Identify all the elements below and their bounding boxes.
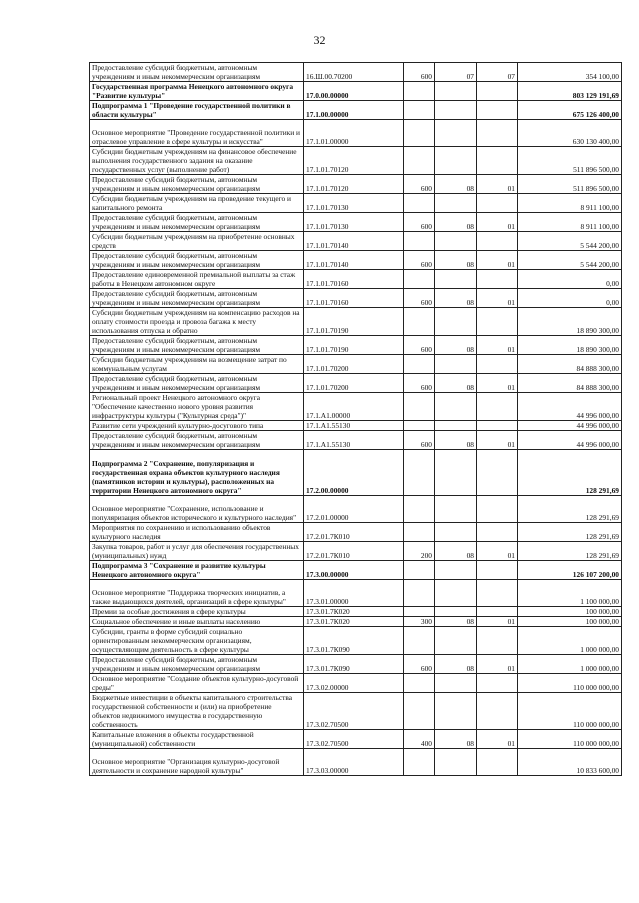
row-expense-type-cell bbox=[404, 270, 435, 289]
row-subsection-cell bbox=[477, 120, 518, 147]
row-section-cell: 07 bbox=[435, 63, 477, 82]
row-section-cell bbox=[435, 523, 477, 542]
row-code-cell: 17.1.01.70140 bbox=[304, 251, 404, 270]
row-code-cell: 17.3.01.7К020 bbox=[304, 607, 404, 617]
table-row bbox=[90, 147, 622, 175]
row-section-cell bbox=[435, 580, 477, 607]
row-section-cell: 08 bbox=[435, 617, 477, 627]
table-row bbox=[90, 120, 622, 147]
row-sum-cell: 630 130 400,00 bbox=[518, 120, 622, 147]
row-name-cell: Мероприятия по сохранению и использованию объектов культурного наследия bbox=[90, 523, 304, 542]
row-name-cell: Предоставление субсидий бюджетным, автономным учреждениям и иным некоммерческим организациям bbox=[90, 289, 304, 308]
row-section-cell: 08 bbox=[435, 289, 477, 308]
row-section-cell: 08 bbox=[435, 336, 477, 355]
row-name-cell: Бюджетные инвестиции в объекты капитального строительства государственной собственности и (или) на приобретение объектов недвижимого имущества в государственную собственность bbox=[90, 693, 304, 730]
row-code-cell: 17.1.01.70120 bbox=[304, 175, 404, 194]
row-expense-type-cell bbox=[404, 580, 435, 607]
row-sum-cell: 44 996 000,00 bbox=[518, 421, 622, 431]
row-section-cell: 08 bbox=[435, 542, 477, 561]
row-code-cell: 17.3.02.00000 bbox=[304, 674, 404, 693]
row-code-cell: 17.3.01.00000 bbox=[304, 580, 404, 607]
row-code-cell: 17.1.01.70120 bbox=[304, 147, 404, 175]
table-row bbox=[90, 251, 622, 270]
row-sum-cell: 803 129 191,69 bbox=[518, 82, 622, 101]
row-sum-cell: 1 100 000,00 bbox=[518, 580, 622, 607]
row-sum-cell: 110 000 000,00 bbox=[518, 730, 622, 749]
row-section-cell bbox=[435, 270, 477, 289]
row-subsection-cell bbox=[477, 450, 518, 496]
row-subsection-cell: 01 bbox=[477, 374, 518, 393]
row-sum-cell: 8 911 100,00 bbox=[518, 194, 622, 213]
row-subsection-cell bbox=[477, 194, 518, 213]
row-subsection-cell bbox=[477, 674, 518, 693]
row-sum-cell: 0,00 bbox=[518, 270, 622, 289]
row-name-cell: Государственная программа Ненецкого автономного округа "Развитие культуры" bbox=[90, 82, 304, 101]
row-subsection-cell bbox=[477, 523, 518, 542]
row-code-cell: 17.1.01.70190 bbox=[304, 308, 404, 336]
row-name-cell: Предоставление субсидий бюджетным, автономным учреждениям и иным некоммерческим организациям bbox=[90, 655, 304, 674]
row-subsection-cell bbox=[477, 749, 518, 776]
row-code-cell: 17.1.01.70200 bbox=[304, 355, 404, 374]
row-expense-type-cell bbox=[404, 308, 435, 336]
row-expense-type-cell bbox=[404, 607, 435, 617]
row-code-cell: 17.2.01.7К010 bbox=[304, 523, 404, 542]
row-expense-type-cell: 600 bbox=[404, 213, 435, 232]
row-code-cell: 17.3.01.7К090 bbox=[304, 655, 404, 674]
row-subsection-cell: 01 bbox=[477, 542, 518, 561]
row-name-cell: Основное мероприятие "Проведение государственной политики и отраслевое управление в сфере культуры и искусства" bbox=[90, 120, 304, 147]
table-row bbox=[90, 674, 622, 693]
budget-table bbox=[89, 62, 622, 776]
row-expense-type-cell bbox=[404, 421, 435, 431]
row-name-cell: Субсидии, гранты в форме субсидий социально ориентированным некоммерческим организациям, осуществляющим деятельность в сфере культуры bbox=[90, 627, 304, 655]
table-row bbox=[90, 542, 622, 561]
row-sum-cell: 126 107 200,00 bbox=[518, 561, 622, 580]
row-section-cell bbox=[435, 120, 477, 147]
row-name-cell: Основное мероприятие "Сохранение, использование и популяризация объектов исторического и культурного наследия" bbox=[90, 496, 304, 523]
row-sum-cell: 100 000,00 bbox=[518, 617, 622, 627]
table-row bbox=[90, 450, 622, 496]
row-name-cell: Предоставление единовременной премиальной выплаты за стаж работы в Ненецком автономном округе bbox=[90, 270, 304, 289]
row-section-cell bbox=[435, 607, 477, 617]
row-code-cell: 17.2.01.7К010 bbox=[304, 542, 404, 561]
row-sum-cell: 1 000 000,00 bbox=[518, 627, 622, 655]
row-code-cell: 17.2.01.00000 bbox=[304, 496, 404, 523]
row-subsection-cell bbox=[477, 607, 518, 617]
row-code-cell: 17.1.01.70200 bbox=[304, 374, 404, 393]
row-section-cell bbox=[435, 450, 477, 496]
row-code-cell: 17.1.00.00000 bbox=[304, 101, 404, 120]
row-subsection-cell bbox=[477, 580, 518, 607]
row-name-cell: Субсидии бюджетным учреждениям на компенсацию расходов на оплату стоимости проезда и провоза багажа к месту использования отпуска и обратно bbox=[90, 308, 304, 336]
table-row bbox=[90, 730, 622, 749]
row-name-cell: Предоставление субсидий бюджетным, автономным учреждениям и иным некоммерческим организациям bbox=[90, 175, 304, 194]
row-expense-type-cell bbox=[404, 561, 435, 580]
row-name-cell: Закупка товаров, работ и услуг для обеспечения государственных (муниципальных) нужд bbox=[90, 542, 304, 561]
table-row bbox=[90, 607, 622, 617]
row-sum-cell: 100 000,00 bbox=[518, 607, 622, 617]
row-expense-type-cell bbox=[404, 393, 435, 421]
row-expense-type-cell bbox=[404, 450, 435, 496]
row-section-cell: 08 bbox=[435, 431, 477, 450]
table-row bbox=[90, 101, 622, 120]
row-subsection-cell: 01 bbox=[477, 336, 518, 355]
row-code-cell: 17.3.00.00000 bbox=[304, 561, 404, 580]
page-number: 32 bbox=[313, 33, 326, 47]
row-code-cell: 17.1.01.00000 bbox=[304, 120, 404, 147]
table-row bbox=[90, 749, 622, 776]
row-subsection-cell bbox=[477, 693, 518, 730]
row-expense-type-cell bbox=[404, 147, 435, 175]
row-expense-type-cell: 400 bbox=[404, 730, 435, 749]
row-expense-type-cell: 300 bbox=[404, 617, 435, 627]
row-sum-cell: 675 126 400,00 bbox=[518, 101, 622, 120]
table-row bbox=[90, 627, 622, 655]
table-row bbox=[90, 561, 622, 580]
row-section-cell bbox=[435, 308, 477, 336]
row-expense-type-cell bbox=[404, 693, 435, 730]
table-row bbox=[90, 336, 622, 355]
row-code-cell: 17.2.00.00000 bbox=[304, 450, 404, 496]
row-section-cell bbox=[435, 749, 477, 776]
row-code-cell: 17.1.01.70140 bbox=[304, 232, 404, 251]
row-section-cell bbox=[435, 496, 477, 523]
row-section-cell: 08 bbox=[435, 251, 477, 270]
row-expense-type-cell bbox=[404, 627, 435, 655]
table-row bbox=[90, 194, 622, 213]
row-sum-cell: 128 291,69 bbox=[518, 542, 622, 561]
row-code-cell: 17.1.01.70130 bbox=[304, 213, 404, 232]
row-subsection-cell bbox=[477, 232, 518, 251]
row-name-cell: Субсидии бюджетным учреждениям на финансовое обеспечение выполнения государственного задания на оказание государственных услуг (выполнение работ) bbox=[90, 147, 304, 175]
row-expense-type-cell bbox=[404, 101, 435, 120]
row-sum-cell: 5 544 200,00 bbox=[518, 251, 622, 270]
row-expense-type-cell: 600 bbox=[404, 431, 435, 450]
row-subsection-cell bbox=[477, 421, 518, 431]
row-sum-cell: 10 833 600,00 bbox=[518, 749, 622, 776]
row-code-cell: 17.0.00.00000 bbox=[304, 82, 404, 101]
row-subsection-cell bbox=[477, 308, 518, 336]
row-name-cell: Подпрограмма 2 "Сохранение, популяризация и государственная охрана объектов культурного наследия (памятников истории и культуры), расположенных на территории Ненецкого автономного округа" bbox=[90, 450, 304, 496]
table-row bbox=[90, 308, 622, 336]
row-code-cell: 17.1.01.70160 bbox=[304, 270, 404, 289]
row-sum-cell: 110 000 000,00 bbox=[518, 693, 622, 730]
table-row bbox=[90, 232, 622, 251]
row-name-cell: Предоставление субсидий бюджетным, автономным учреждениям и иным некоммерческим организациям bbox=[90, 251, 304, 270]
row-section-cell bbox=[435, 194, 477, 213]
row-section-cell bbox=[435, 355, 477, 374]
row-sum-cell: 1 000 000,00 bbox=[518, 655, 622, 674]
table-row bbox=[90, 289, 622, 308]
row-code-cell: 17.1.01.70190 bbox=[304, 336, 404, 355]
table-row bbox=[90, 523, 622, 542]
row-expense-type-cell: 600 bbox=[404, 251, 435, 270]
row-section-cell: 08 bbox=[435, 730, 477, 749]
row-subsection-cell: 01 bbox=[477, 175, 518, 194]
row-expense-type-cell bbox=[404, 674, 435, 693]
row-sum-cell: 128 291,69 bbox=[518, 496, 622, 523]
row-name-cell: Основное мероприятие "Создание объектов культурно-досуговой среды" bbox=[90, 674, 304, 693]
budget-table-body bbox=[90, 63, 622, 776]
table-row bbox=[90, 580, 622, 607]
row-code-cell: 17.1.A1.00000 bbox=[304, 393, 404, 421]
row-subsection-cell bbox=[477, 496, 518, 523]
row-section-cell bbox=[435, 421, 477, 431]
row-subsection-cell bbox=[477, 270, 518, 289]
row-section-cell: 08 bbox=[435, 175, 477, 194]
row-section-cell bbox=[435, 561, 477, 580]
row-sum-cell: 18 890 300,00 bbox=[518, 336, 622, 355]
row-code-cell: 17.1.A1.55130 bbox=[304, 421, 404, 431]
row-section-cell bbox=[435, 232, 477, 251]
row-expense-type-cell: 600 bbox=[404, 374, 435, 393]
row-name-cell: Предоставление субсидий бюджетным, автономным учреждениям и иным некоммерческим организациям bbox=[90, 431, 304, 450]
row-code-cell: 17.3.01.7К020 bbox=[304, 617, 404, 627]
row-expense-type-cell bbox=[404, 194, 435, 213]
table-row bbox=[90, 496, 622, 523]
row-expense-type-cell bbox=[404, 749, 435, 776]
row-subsection-cell bbox=[477, 101, 518, 120]
row-expense-type-cell: 600 bbox=[404, 175, 435, 194]
row-name-cell: Субсидии бюджетным учреждениям на приобретение основных средств bbox=[90, 232, 304, 251]
row-sum-cell: 44 996 000,00 bbox=[518, 393, 622, 421]
row-sum-cell: 0,00 bbox=[518, 289, 622, 308]
row-sum-cell: 84 888 300,00 bbox=[518, 355, 622, 374]
row-section-cell bbox=[435, 82, 477, 101]
row-subsection-cell: 01 bbox=[477, 213, 518, 232]
row-subsection-cell: 01 bbox=[477, 617, 518, 627]
row-section-cell bbox=[435, 393, 477, 421]
row-code-cell: 16.Ш.00.70200 bbox=[304, 63, 404, 82]
row-sum-cell: 84 888 300,00 bbox=[518, 374, 622, 393]
row-section-cell: 08 bbox=[435, 655, 477, 674]
row-code-cell: 17.3.01.7К090 bbox=[304, 627, 404, 655]
table-row bbox=[90, 655, 622, 674]
row-name-cell: Подпрограмма 1 "Проведение государственной политики в области культуры" bbox=[90, 101, 304, 120]
row-name-cell: Предоставление субсидий бюджетным, автономным учреждениям и иным некоммерческим организациям bbox=[90, 63, 304, 82]
row-sum-cell: 5 544 200,00 bbox=[518, 232, 622, 251]
row-section-cell bbox=[435, 627, 477, 655]
row-code-cell: 17.3.02.70500 bbox=[304, 693, 404, 730]
row-expense-type-cell bbox=[404, 120, 435, 147]
table-row bbox=[90, 355, 622, 374]
row-name-cell: Премии за особые достижения в сфере культуры bbox=[90, 607, 304, 617]
row-subsection-cell bbox=[477, 561, 518, 580]
row-sum-cell: 44 996 000,00 bbox=[518, 431, 622, 450]
row-code-cell: 17.1.01.70160 bbox=[304, 289, 404, 308]
table-row bbox=[90, 431, 622, 450]
row-subsection-cell bbox=[477, 393, 518, 421]
row-name-cell: Основное мероприятие "Организация культурно-досуговой деятельности и сохранение народной культуры" bbox=[90, 749, 304, 776]
row-name-cell: Предоставление субсидий бюджетным, автономным учреждениям и иным некоммерческим организациям bbox=[90, 213, 304, 232]
row-section-cell bbox=[435, 147, 477, 175]
row-sum-cell: 110 000 000,00 bbox=[518, 674, 622, 693]
row-subsection-cell: 01 bbox=[477, 289, 518, 308]
table-row bbox=[90, 213, 622, 232]
row-expense-type-cell bbox=[404, 496, 435, 523]
table-row bbox=[90, 63, 622, 82]
row-code-cell: 17.3.03.00000 bbox=[304, 749, 404, 776]
row-sum-cell: 128 291,69 bbox=[518, 523, 622, 542]
table-row bbox=[90, 82, 622, 101]
row-section-cell bbox=[435, 693, 477, 730]
row-name-cell: Субсидии бюджетным учреждениям на возмещение затрат по коммунальным услугам bbox=[90, 355, 304, 374]
row-name-cell: Капитальные вложения в объекты государственной (муниципальной) собственности bbox=[90, 730, 304, 749]
table-row bbox=[90, 374, 622, 393]
row-section-cell bbox=[435, 674, 477, 693]
row-expense-type-cell bbox=[404, 82, 435, 101]
row-subsection-cell: 07 bbox=[477, 63, 518, 82]
row-code-cell: 17.1.A1.55130 bbox=[304, 431, 404, 450]
row-expense-type-cell: 600 bbox=[404, 336, 435, 355]
row-subsection-cell bbox=[477, 82, 518, 101]
row-subsection-cell bbox=[477, 355, 518, 374]
row-expense-type-cell bbox=[404, 232, 435, 251]
row-subsection-cell bbox=[477, 627, 518, 655]
row-name-cell: Основное мероприятие "Поддержка творческих инициатив, а также выдающихся деятелей, организаций в сфере культуры" bbox=[90, 580, 304, 607]
row-code-cell: 17.3.02.70500 bbox=[304, 730, 404, 749]
table-row bbox=[90, 175, 622, 194]
row-expense-type-cell: 200 bbox=[404, 542, 435, 561]
table-row bbox=[90, 270, 622, 289]
row-section-cell bbox=[435, 101, 477, 120]
row-name-cell: Субсидии бюджетным учреждениям на проведение текущего и капитального ремонта bbox=[90, 194, 304, 213]
row-subsection-cell: 01 bbox=[477, 251, 518, 270]
row-sum-cell: 511 896 500,00 bbox=[518, 175, 622, 194]
row-expense-type-cell bbox=[404, 523, 435, 542]
row-name-cell: Развитие сети учреждений культурно-досугового типа bbox=[90, 421, 304, 431]
row-name-cell: Предоставление субсидий бюджетным, автономным учреждениям и иным некоммерческим организациям bbox=[90, 336, 304, 355]
row-sum-cell: 354 100,00 bbox=[518, 63, 622, 82]
row-sum-cell: 511 896 500,00 bbox=[518, 147, 622, 175]
row-expense-type-cell: 600 bbox=[404, 655, 435, 674]
table-row bbox=[90, 693, 622, 730]
row-expense-type-cell: 600 bbox=[404, 63, 435, 82]
row-subsection-cell: 01 bbox=[477, 730, 518, 749]
row-section-cell: 08 bbox=[435, 374, 477, 393]
row-section-cell: 08 bbox=[435, 213, 477, 232]
row-subsection-cell bbox=[477, 147, 518, 175]
row-code-cell: 17.1.01.70130 bbox=[304, 194, 404, 213]
row-expense-type-cell bbox=[404, 355, 435, 374]
row-name-cell: Региональный проект Ненецкого автономного округа "Обеспечение качественно нового уровня развития инфраструктуры культуры ("Культурная среда")" bbox=[90, 393, 304, 421]
row-sum-cell: 128 291,69 bbox=[518, 450, 622, 496]
row-subsection-cell: 01 bbox=[477, 655, 518, 674]
row-name-cell: Социальное обеспечение и иные выплаты населению bbox=[90, 617, 304, 627]
row-name-cell: Подпрограмма 3 "Сохранение и развитие культуры Ненецкого автономного округа" bbox=[90, 561, 304, 580]
row-name-cell: Предоставление субсидий бюджетным, автономным учреждениям и иным некоммерческим организациям bbox=[90, 374, 304, 393]
table-row bbox=[90, 421, 622, 431]
row-subsection-cell: 01 bbox=[477, 431, 518, 450]
table-row bbox=[90, 393, 622, 421]
table-row bbox=[90, 617, 622, 627]
row-sum-cell: 8 911 100,00 bbox=[518, 213, 622, 232]
row-sum-cell: 18 890 300,00 bbox=[518, 308, 622, 336]
row-expense-type-cell: 600 bbox=[404, 289, 435, 308]
